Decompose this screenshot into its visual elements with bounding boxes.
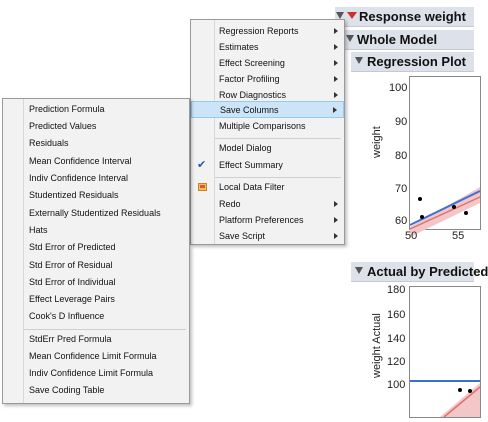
y-tick: 140	[387, 333, 406, 345]
menu-item-label: Platform Preferences	[219, 215, 304, 225]
submenu-item-indiv-confidence-limit-formula[interactable]	[3, 365, 189, 382]
platform-context-menu	[190, 19, 345, 245]
disclosure-icon[interactable]	[346, 35, 354, 42]
menu-item-effect-screening[interactable]	[191, 55, 344, 72]
confidence-line	[410, 197, 480, 229]
submenu-item-label: Predicted Values	[29, 121, 97, 131]
submenu-item-label: Studentized Residuals	[29, 190, 119, 200]
submenu-item-label: StdErr Pred Formula	[29, 334, 112, 344]
submenu-item-externally-studentized-residuals[interactable]	[3, 205, 189, 222]
submenu-arrow-icon	[334, 44, 338, 50]
submenu-arrow-icon	[334, 92, 338, 98]
submenu-arrow-icon	[333, 107, 337, 113]
menu-item-label: Effect Screening	[219, 58, 285, 68]
menu-item-label: Regression Reports	[219, 26, 299, 36]
y-tick: 100	[389, 82, 408, 94]
submenu-item-studentized-residuals[interactable]	[3, 187, 189, 204]
response-title: Response weight	[359, 9, 466, 24]
submenu-item-indiv-confidence-interval[interactable]	[3, 170, 189, 187]
menu-item-model-dialog[interactable]	[191, 140, 344, 157]
menu-separator	[24, 329, 186, 330]
submenu-item-label: Hats	[29, 225, 48, 235]
disclosure-icon[interactable]	[355, 267, 363, 274]
menu-item-label: Save Columns	[220, 105, 279, 115]
submenu-item-label: Save Coding Table	[29, 385, 105, 395]
y-tick: 70	[395, 183, 408, 195]
save-columns-submenu	[2, 98, 190, 404]
regression-plot-frame[interactable]	[409, 76, 481, 230]
submenu-item-cooks-d-influence[interactable]	[3, 308, 189, 325]
submenu-item-label: Std Error of Residual	[29, 260, 113, 270]
y-axis-label: weight Actual	[371, 313, 383, 378]
menu-separator	[215, 138, 341, 139]
menu-item-save-script[interactable]	[191, 228, 344, 245]
data-point	[452, 205, 456, 209]
menu-item-platform-preferences[interactable]	[191, 212, 344, 229]
data-filter-icon	[198, 183, 207, 191]
x-tick: 50	[405, 230, 418, 242]
submenu-item-label: Indiv Confidence Interval	[29, 173, 129, 183]
regression-plot-svg	[410, 77, 480, 229]
menu-item-effect-summary[interactable]	[191, 157, 344, 174]
actual-by-predicted-svg	[410, 287, 480, 417]
submenu-item-effect-leverage-pairs[interactable]	[3, 291, 189, 308]
disclosure-icon[interactable]	[336, 12, 344, 19]
y-tick: 120	[387, 356, 406, 368]
menu-item-label: Effect Summary	[219, 160, 283, 170]
submenu-item-label: Mean Confidence Limit Formula	[29, 351, 157, 361]
submenu-item-label: Externally Studentized Residuals	[29, 208, 161, 218]
submenu-item-label: Residuals	[29, 138, 69, 148]
menu-item-label: Multiple Comparisons	[219, 121, 306, 131]
actual-by-predicted-outline-header[interactable]	[351, 262, 488, 282]
submenu-item-std-error-of-residual[interactable]	[3, 257, 189, 274]
confidence-band	[410, 187, 480, 237]
y-tick: 80	[395, 150, 408, 162]
data-point	[468, 389, 472, 393]
submenu-item-prediction-formula[interactable]	[3, 101, 189, 118]
y-tick: 90	[395, 116, 408, 128]
submenu-item-hats[interactable]	[3, 222, 189, 239]
menu-item-label: Save Script	[219, 231, 266, 241]
submenu-item-stderr-pred-formula[interactable]	[3, 331, 189, 348]
submenu-arrow-icon	[334, 233, 338, 239]
whole-model-title: Whole Model	[357, 32, 438, 47]
whole-model-outline-header[interactable]	[335, 30, 474, 50]
submenu-item-save-coding-table[interactable]	[3, 382, 189, 399]
menu-item-multiple-comparisons[interactable]	[191, 118, 344, 135]
data-point	[458, 388, 462, 392]
menu-item-label: Estimates	[219, 42, 259, 52]
y-tick: 60	[395, 215, 408, 227]
x-tick: 55	[452, 230, 465, 242]
menu-item-redo[interactable]	[191, 196, 344, 213]
menu-item-label: Model Dialog	[219, 143, 272, 153]
submenu-item-label: Std Error of Individual	[29, 277, 116, 287]
response-outline-header[interactable]	[335, 7, 474, 27]
data-point	[464, 211, 468, 215]
disclosure-icon[interactable]	[355, 57, 363, 64]
data-point	[420, 215, 424, 219]
submenu-arrow-icon	[334, 28, 338, 34]
submenu-arrow-icon	[334, 217, 338, 223]
checkmark-icon: ✔	[197, 159, 207, 171]
y-tick: 160	[387, 309, 406, 321]
submenu-item-residuals[interactable]	[3, 135, 189, 152]
menu-separator	[215, 177, 341, 178]
submenu-item-mean-confidence-interval[interactable]	[3, 153, 189, 170]
regression-plot-title: Regression Plot	[367, 54, 466, 69]
menu-item-factor-profiling[interactable]	[191, 71, 344, 88]
submenu-item-label: Indiv Confidence Limit Formula	[29, 368, 154, 378]
menu-item-estimates[interactable]	[191, 39, 344, 56]
submenu-item-std-error-of-predicted[interactable]	[3, 239, 189, 256]
menu-item-label: Factor Profiling	[219, 74, 280, 84]
menu-item-save-columns[interactable]	[191, 101, 344, 118]
actual-by-predicted-frame[interactable]	[409, 286, 481, 418]
submenu-item-label: Cook's D Influence	[29, 311, 105, 321]
actual-by-predicted-title: Actual by Predicted	[367, 264, 488, 279]
data-point	[418, 197, 422, 201]
submenu-item-label: Effect Leverage Pairs	[29, 294, 115, 304]
submenu-item-mean-confidence-limit-formula[interactable]	[3, 348, 189, 365]
menu-item-label: Row Diagnostics	[219, 90, 287, 100]
submenu-arrow-icon	[334, 76, 338, 82]
y-tick: 180	[387, 284, 406, 296]
menu-item-regression-reports[interactable]	[191, 23, 344, 40]
menu-item-label: Redo	[219, 199, 241, 209]
report-window	[335, 0, 488, 406]
submenu-item-std-error-of-individual[interactable]	[3, 274, 189, 291]
submenu-arrow-icon	[334, 201, 338, 207]
submenu-item-predicted-values[interactable]	[3, 118, 189, 135]
submenu-item-label: Prediction Formula	[29, 104, 105, 114]
submenu-item-label: Mean Confidence Interval	[29, 156, 132, 166]
menu-item-local-data-filter[interactable]	[191, 179, 344, 196]
submenu-arrow-icon	[334, 60, 338, 66]
menu-item-label: Local Data Filter	[219, 182, 285, 192]
red-triangle-menu-icon[interactable]	[347, 12, 357, 19]
regression-plot-outline-header[interactable]	[351, 52, 474, 72]
y-axis-label: weight	[371, 126, 383, 158]
y-tick: 100	[387, 379, 406, 391]
submenu-item-label: Std Error of Predicted	[29, 242, 116, 252]
